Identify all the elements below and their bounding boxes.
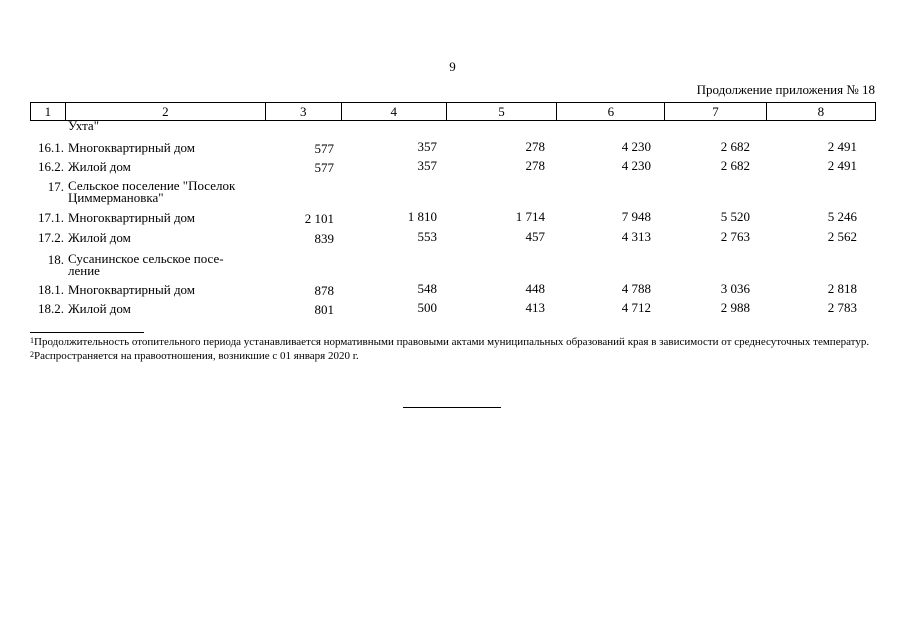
header-col-7: 7 [665,103,766,121]
table-row [30,281,876,300]
header-col-2: 2 [65,103,265,121]
row-number: 18.1. [38,282,64,297]
row-number: 18.2. [38,301,64,316]
row-name: Многоквартирный дом [68,210,196,225]
appendix-continuation-label: Продолжение приложения № 18 [696,82,875,97]
footnote-separator [30,332,144,333]
row-value-col-3: 577 [314,141,334,156]
row-value-col-5: 457 [525,229,545,244]
footnote-text: Продолжительность отопительного периода устанавливается нормативными правовыми актами муниципальных образований края в зависимости от среднесуточных температур. [34,336,870,348]
footnote-text: Распространяется на правоотношения, возникшие с 01 января 2020 г. [34,350,359,362]
table-row [30,178,876,210]
header-col-1: 1 [31,103,66,121]
table-row [30,158,876,178]
row-name: Ухта" [68,118,99,133]
row-number: 17.1. [38,210,64,225]
row-value-col-3: 2 101 [304,211,334,226]
header-col-5: 5 [446,103,556,121]
row-value-col-8: 2 562 [827,229,857,244]
end-of-document-rule [403,407,501,408]
row-number [30,121,64,139]
row-value-col-8: 2 818 [827,281,857,296]
row-name: Сельское поселение "Поселок Циммермановка" [68,178,236,205]
header-col-4: 4 [341,103,446,121]
row-value-col-3: 839 [314,231,334,246]
row-value-col-4: 357 [417,158,437,173]
row-value-col-5: 413 [525,300,545,315]
row-value-col-5: 448 [525,281,545,296]
table-row [30,230,876,250]
footnote-mark: 2 [30,350,34,359]
row-value-col-4: 553 [417,229,437,244]
table-row [30,118,876,139]
row-value-col-7: 2 763 [720,229,750,244]
row-value-col-8: 5 246 [827,209,857,224]
row-value-col-8: 2 491 [827,158,857,173]
row-value-col-6: 4 788 [621,281,651,296]
row-value-col-5: 278 [525,139,545,154]
row-value-col-4: 357 [417,139,437,154]
row-value-col-5: 1 714 [515,209,545,224]
row-name: Жилой дом [68,301,131,316]
row-value-col-4: 500 [417,300,437,315]
table-body [30,118,876,320]
footnote [30,337,876,348]
header-col-6: 6 [557,103,665,121]
row-name: Многоквартирный дом [68,140,196,155]
page-number: 9 [449,59,456,74]
row-value-col-6: 4 230 [621,158,651,173]
row-number: 17.2. [38,230,64,245]
row-value-col-8: 2 783 [827,300,857,315]
row-value-col-3: 878 [314,283,334,298]
row-value-col-4: 548 [417,281,437,296]
row-value-col-7: 2 682 [720,158,750,173]
row-value-col-7: 3 036 [720,281,750,296]
row-value-col-7: 2 988 [720,300,750,315]
header-col-3: 3 [266,103,342,121]
row-value-col-6: 7 948 [621,209,651,224]
row-value-col-4: 1 810 [407,209,437,224]
row-value-col-3: 801 [314,302,334,317]
table-row [30,250,876,281]
row-value-col-3: 577 [314,160,334,175]
footnote-mark: 1 [30,336,34,345]
row-number: 17. [47,179,64,194]
table-row [30,300,876,320]
table-row [30,139,876,158]
row-name: Жилой дом [68,159,131,174]
row-value-col-6: 4 712 [621,300,651,315]
table-header [30,102,876,121]
row-number: 18. [47,252,64,267]
header-col-8: 8 [766,103,875,121]
row-number: 16.1. [38,140,64,155]
row-number: 16.2. [38,159,64,174]
row-value-col-6: 4 313 [621,229,651,244]
row-name: Сусанинское сельское посе-ление [68,251,224,278]
row-value-col-5: 278 [525,158,545,173]
row-name: Жилой дом [68,230,131,245]
footnotes [30,337,876,365]
row-value-col-8: 2 491 [827,139,857,154]
footnote [30,351,876,362]
row-name: Многоквартирный дом [68,282,196,297]
table-row [30,210,876,230]
row-value-col-6: 4 230 [621,139,651,154]
row-value-col-7: 2 682 [720,139,750,154]
row-value-col-7: 5 520 [720,209,750,224]
